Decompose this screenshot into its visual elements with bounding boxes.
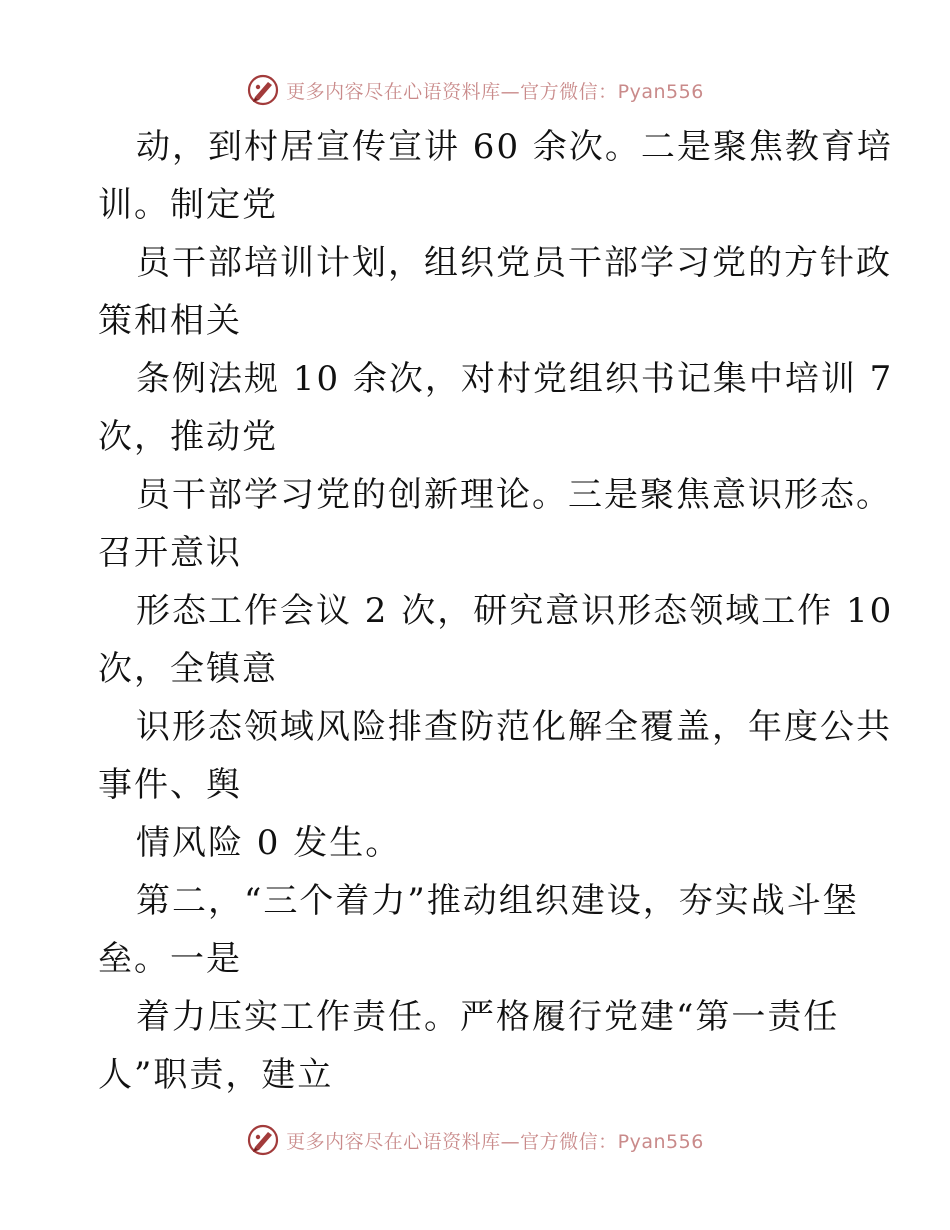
text-line: 形态工作会议 2 次，研究意识形态领域工作 10 [136, 591, 894, 631]
header-watermark [0, 70, 950, 110]
text-line: 员干部学习党的创新理论。三是聚焦意识形态。 [136, 475, 892, 515]
text-line: 垒。一是 [98, 939, 242, 979]
text-line: 第二，“三个着力”推动组织建设，夯实战斗堡 [136, 881, 859, 921]
text-line: 着力压实工作责任。严格履行党建“第一责任 [136, 997, 840, 1037]
watermark-text: 更多内容尽在心语资料库—官方微信：Pyan556 [286, 1130, 704, 1153]
pen-logo-icon [246, 1123, 280, 1157]
text-line: 事件、舆 [98, 765, 242, 805]
text-line: 识形态领域风险排查防范化解全覆盖，年度公共 [136, 707, 892, 747]
text-line: 策和相关 [98, 301, 242, 341]
watermark-text: 更多内容尽在心语资料库—官方微信：Pyan556 [286, 80, 704, 103]
text-line: 员干部培训计划，组织党员干部学习党的方针政 [136, 243, 892, 283]
text-line: 人”职责，建立 [98, 1055, 334, 1095]
text-line: 召开意识 [98, 533, 242, 573]
text-line: 条例法规 10 余次，对村党组织书记集中培训 7 [136, 359, 894, 399]
document-body [98, 118, 894, 1104]
text-line: 训。制定党 [98, 185, 278, 225]
text-line: 动，到村居宣传宣讲 60 余次。二是聚焦教育培 [136, 127, 893, 167]
pen-logo-icon [246, 73, 280, 107]
text-line: 次，推动党 [98, 417, 278, 457]
text-line: 情风险 0 发生。 [136, 823, 402, 863]
footer-watermark [0, 1120, 950, 1160]
text-line: 次，全镇意 [98, 649, 278, 689]
